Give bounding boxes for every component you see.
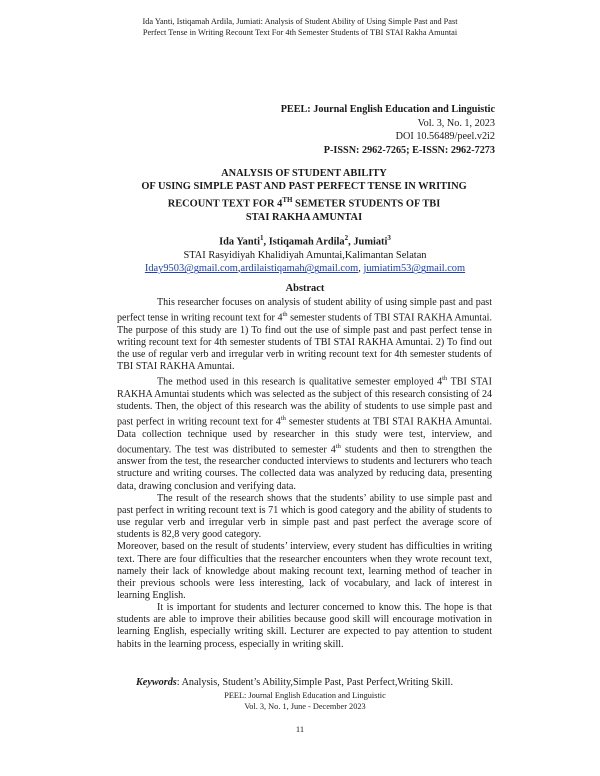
author-names: Ida Yanti$^1$, Istiqamah Ardila$^2$, Jumiati$^3$ [219,234,391,248]
title-line-3 [118,194,490,211]
abstract-body [117,297,492,651]
abstract-p2-d: students and then to strengthen the answer from the test, the researcher conducted interviews to students and lecturers who teach structure and writing courses. The collected data was analyzed by reducing data, presenting data, drawing conclusion and verifying data. [117,444,492,492]
paper-title [118,167,490,224]
abstract-p2-sup-2: th [280,415,286,423]
abstract-paragraph-5: It is important for students and lecturer concerned to know this. The hope is that students are able to improve their abilities because good skill will encourage motivation in learning English, especially writing skill. Lecturer are expected to pay attention to student habits in the learning process, especially in writing skill. [117,602,492,650]
author-1-sup: 1 [260,234,264,242]
author-3-sup: 3 [387,234,391,242]
abstract-p2-sup-3: th [335,442,341,450]
title-line-1: ANALYSIS OF STUDENT ABILITY [221,168,387,179]
abstract-p1-sup: th [282,311,288,319]
title-line-3-post: SEMETER STUDENTS OF TBI [292,198,441,210]
title-line-4: STAI RAKHA AMUNTAI [245,211,363,223]
abstract-paragraph-1 [117,297,492,373]
title-line-3-sup: TH [282,195,293,204]
running-head-line-2: Perfect Tense in Writing Recount Text For 4th Semester Students of TBI STAI Rakha Amuntai [142,28,458,37]
journal-issn: P-ISSN: 2962-7265; E-ISSN: 2962-7273 [323,144,495,156]
email-link-1[interactable]: Iday9503@gmail.com [144,263,238,275]
keywords [136,677,516,688]
journal-volume: Vol. 3, No. 1, 2023 [417,117,495,129]
footer-journal: PEEL: Journal English Education and Linguistic [224,691,386,700]
abstract-p2-b: TBI STAI RAKHA Amuntai students which was selected as the subject of this research consisting of 24 students. Then, the object of this research was the ability of students to use simple past and past perfect in writing recount text for 4 [117,376,493,428]
title-line-2: OF USING SIMPLE PAST AND PAST PERFECT TENSE IN WRITING [141,181,467,193]
journal-doi: DOI 10.56489/peel.v2i2 [395,131,495,142]
journal-info [281,103,495,157]
author-2-sup: 2 [344,234,349,242]
abstract-paragraph-2 [117,373,492,492]
abstract-paragraph-4: Moreover, based on the result of students’ interview, every student has difficulties in writing text. There are four difficulties that the researcher encounters when they wrote recount text, namely their lack of knowledge about making recount text, learning method of teacher in their previous schools were less interesting, lack of vocabulary, and lack of interest in learning English. [117,541,492,601]
abstract-p2-a: The method used in this research is qualitative semester employed 4 [157,376,443,388]
abstract-paragraph-3: The result of the research shows that the students’ ability to use simple past and past perfect in writing recount text is 71 which is good category and the ability of students to use regular verb and irregular verb in simple past and past perfect the average score of students is 82,8 very good category. [117,492,492,541]
footer-volume: Vol. 3, No. 1, June - December 2023 [244,702,366,711]
author-block [110,232,500,276]
title-line-3-pre: RECOUNT TEXT FOR 4 [167,198,283,210]
page-number: 11 [295,724,305,734]
email-link-3[interactable]: jumiatim53@gmail.com [363,263,466,275]
running-head [100,16,500,38]
running-head-line-1: Ida Yanti, Istiqamah Ardila, Jumiati: Analysis of Student Ability of Using Simple Past and Past [142,17,458,26]
abstract-p1-b: semester students of TBI STAI RAKHA Amuntai. The purpose of this study are 1) To find out the use of simple past and past perfect tense in writing recount text for 4th semester students of TBI STAI RAKHA Amuntai. 2) To find out the use of regular verb and irregular verb in writing recount text for 4th semester students of TBI STAI RAKHA Amuntai. [117,312,492,373]
author-2: Istiqamah Ardila [268,236,345,248]
author-1: Ida Yanti [219,236,260,248]
page-footer [150,690,460,712]
journal-name: PEEL: Journal English Education and Linguistic [280,104,495,115]
affiliation: STAI Rasyidiyah Khalidiyah Amuntai,Kalimantan Selatan [183,249,427,261]
email-link-2[interactable]: ardilaistiqamah@gmail.com [240,263,359,275]
abstract-p2-c: semester students at TBI STAI RAKHA Amuntai. Data collection technique used by researcher in this study were test, interview, and documentary. The test was distributed to semester 4 [117,416,492,456]
abstract-p1-a: This researcher focuses on analysis of student ability of using simple past and past perfect tense in writing recount text for 4 [117,297,492,324]
keywords-label: Keywords [136,677,177,688]
author-3: Jumiati [353,236,388,248]
keywords-text: : Analysis, Student’s Ability,Simple Past, Past Perfect,Writing Skill. [176,677,454,688]
abstract-p2-sup-1: th [442,375,448,383]
author-emails: Iday9503@gmail.com,ardilaistiqamah@gmail.com, jumiatim53@gmail.com [144,263,466,275]
abstract-heading: Abstract [285,283,325,294]
